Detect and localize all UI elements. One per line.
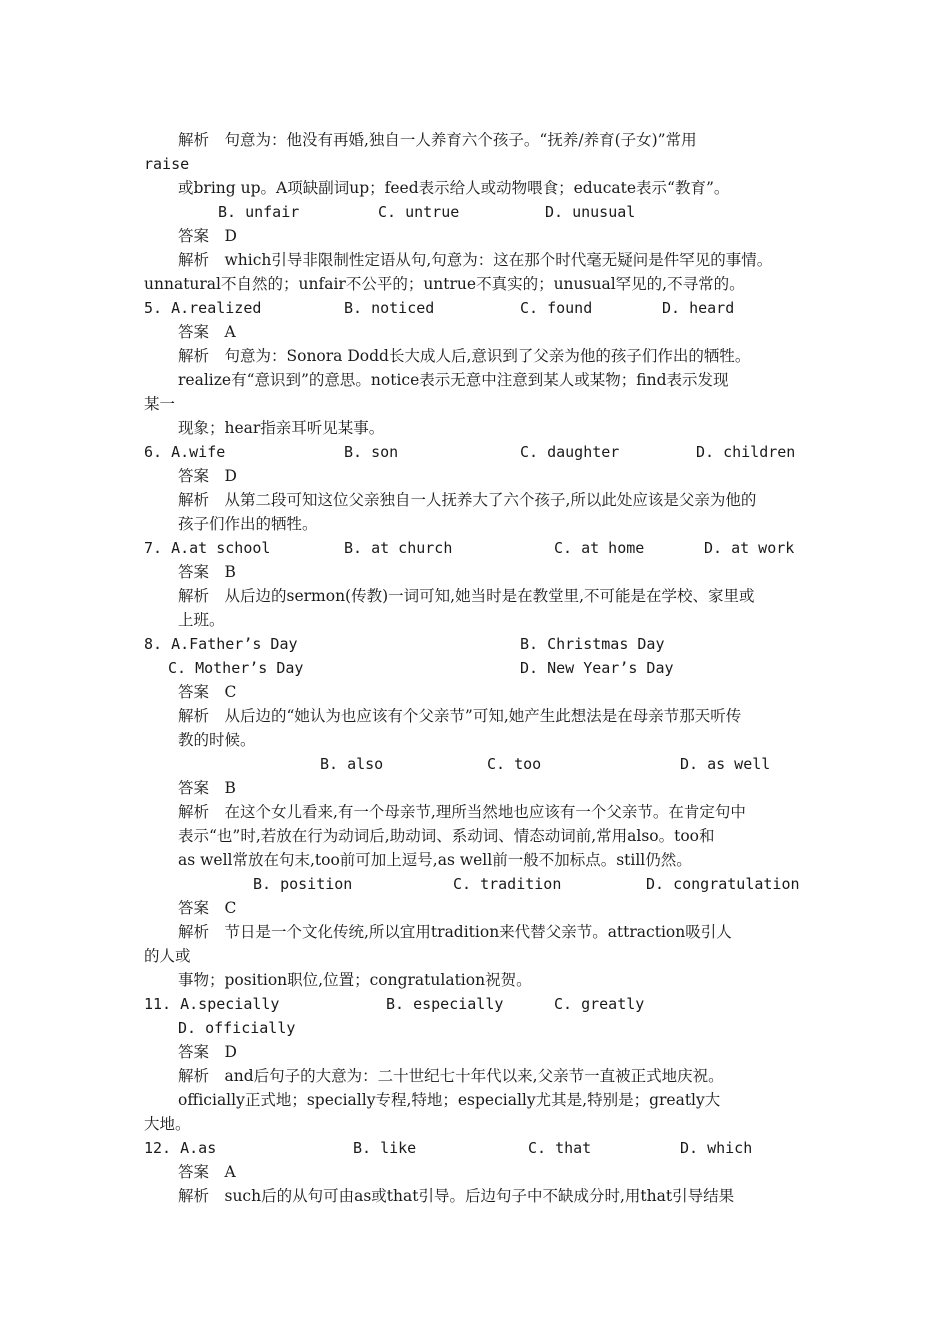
text-line: 上班。: [178, 611, 225, 629]
option-item: 6. A.wife: [144, 443, 226, 461]
answer-line: 答案 C: [178, 899, 237, 917]
text-line: 孩子们作出的牺牲。: [178, 515, 318, 533]
text-line: 解析 such后的从句可由as或that引导。后边句子中不缺成分时,用that引导结果: [178, 1187, 735, 1205]
text-line: unnatural不自然的；unfair不公平的；untrue不真实的；unusual罕见的,不寻常的。: [144, 275, 745, 293]
answer-line: 答案 C: [178, 683, 237, 701]
text-line: 某一: [144, 395, 176, 413]
option-item: B. also: [320, 755, 384, 773]
option-item: B. at church: [344, 539, 453, 557]
answer-line: 答案 A: [178, 323, 236, 341]
option-item: 7. A.at school: [144, 539, 271, 557]
option-item: C. untrue: [378, 203, 460, 221]
option-item: B. position: [253, 875, 353, 893]
text-line: 解析 and后句子的大意为：二十世纪七十年代以来,父亲节一直被正式地庆祝。: [178, 1067, 724, 1085]
text-line: 解析 which引导非限制性定语从句,句意为：这在那个时代毫无疑问是件罕见的事情。: [178, 251, 773, 269]
text-line: 解析 从第二段可知这位父亲独自一人抚养大了六个孩子,所以此处应该是父亲为他的: [178, 491, 757, 509]
answer-line: 答案 D: [178, 227, 237, 245]
option-item: D. New Year’s Day: [520, 659, 674, 677]
text-line: 解析 句意为：他没有再婚,独自一人养育六个孩子。“抚养/养育(子女)”常用: [178, 131, 697, 149]
text-line: raise: [144, 155, 190, 173]
option-item: D. which: [680, 1139, 753, 1157]
text-line: 事物；position职位,位置；congratulation祝贺。: [178, 971, 532, 989]
text-line: 解析 从后边的“她认为也应该有个父亲节”可知,她产生此想法是在母亲节那天听传: [178, 707, 742, 725]
option-item: B. Christmas Day: [520, 635, 665, 653]
option-item: 12. A.as: [144, 1139, 217, 1157]
answer-line: 答案 D: [178, 1043, 237, 1061]
text-line: 解析 从后边的sermon(传教)一词可知,她当时是在教堂里,不可能是在学校、家里或: [178, 587, 755, 605]
option-item: C. daughter: [520, 443, 620, 461]
option-item: C. at home: [554, 539, 645, 557]
answer-line: 答案 B: [178, 779, 236, 797]
option-item: C. too: [487, 755, 542, 773]
option-item: B. son: [344, 443, 399, 461]
option-item: D. at work: [704, 539, 795, 557]
text-line: 大地。: [144, 1115, 191, 1133]
option-item: 8. A.Father’s Day: [144, 635, 298, 653]
option-item: D. unusual: [545, 203, 636, 221]
text-line: realize有“意识到”的意思。notice表示无意中注意到某人或某物；find表示发现: [178, 371, 729, 389]
option-item: B. especially: [386, 995, 504, 1013]
option-item: D. children: [696, 443, 796, 461]
answer-line: 答案 D: [178, 467, 237, 485]
option-item: C. that: [528, 1139, 592, 1157]
text-line: as well常放在句末,too前可加上逗号,as well前一般不加标点。still仍然。: [178, 851, 692, 869]
option-item: D. as well: [680, 755, 771, 773]
text-line: 解析 在这个女儿看来,有一个母亲节,理所当然地也应该有一个父亲节。在肯定句中: [178, 803, 746, 821]
option-item: D. officially: [178, 1019, 296, 1037]
text-line: 教的时候。: [178, 731, 256, 749]
text-line: 解析 节日是一个文化传统,所以宜用tradition来代替父亲节。attraction吸引人: [178, 923, 732, 941]
option-item: C. greatly: [554, 995, 645, 1013]
text-line: 表示“也”时,若放在行为动词后,助动词、系动词、情态动词前,常用also。too和: [178, 827, 715, 845]
option-item: 11. A.specially: [144, 995, 280, 1013]
text-line: officially正式地；specially专程,特地；especially尤其是,特别是；greatly大: [178, 1091, 721, 1109]
option-item: B. like: [353, 1139, 417, 1157]
option-item: C. Mother’s Day: [168, 659, 304, 677]
option-item: 5. A.realized: [144, 299, 262, 317]
option-item: C. found: [520, 299, 593, 317]
text-line: 解析 句意为：Sonora Dodd长大成人后,意识到了父亲为他的孩子们作出的牺牲。: [178, 347, 751, 365]
text-line: 或bring up。A项缺副词up；feed表示给人或动物喂食；educate表示“教育”。: [178, 179, 730, 197]
option-item: C. tradition: [453, 875, 562, 893]
text-line: 的人或: [144, 947, 191, 965]
answer-line: 答案 B: [178, 563, 236, 581]
option-item: D. congratulation: [646, 875, 800, 893]
answer-line: 答案 A: [178, 1163, 236, 1181]
option-item: B. unfair: [218, 203, 300, 221]
text-line: 现象；hear指亲耳听见某事。: [178, 419, 385, 437]
option-item: B. noticed: [344, 299, 435, 317]
option-item: D. heard: [662, 299, 735, 317]
